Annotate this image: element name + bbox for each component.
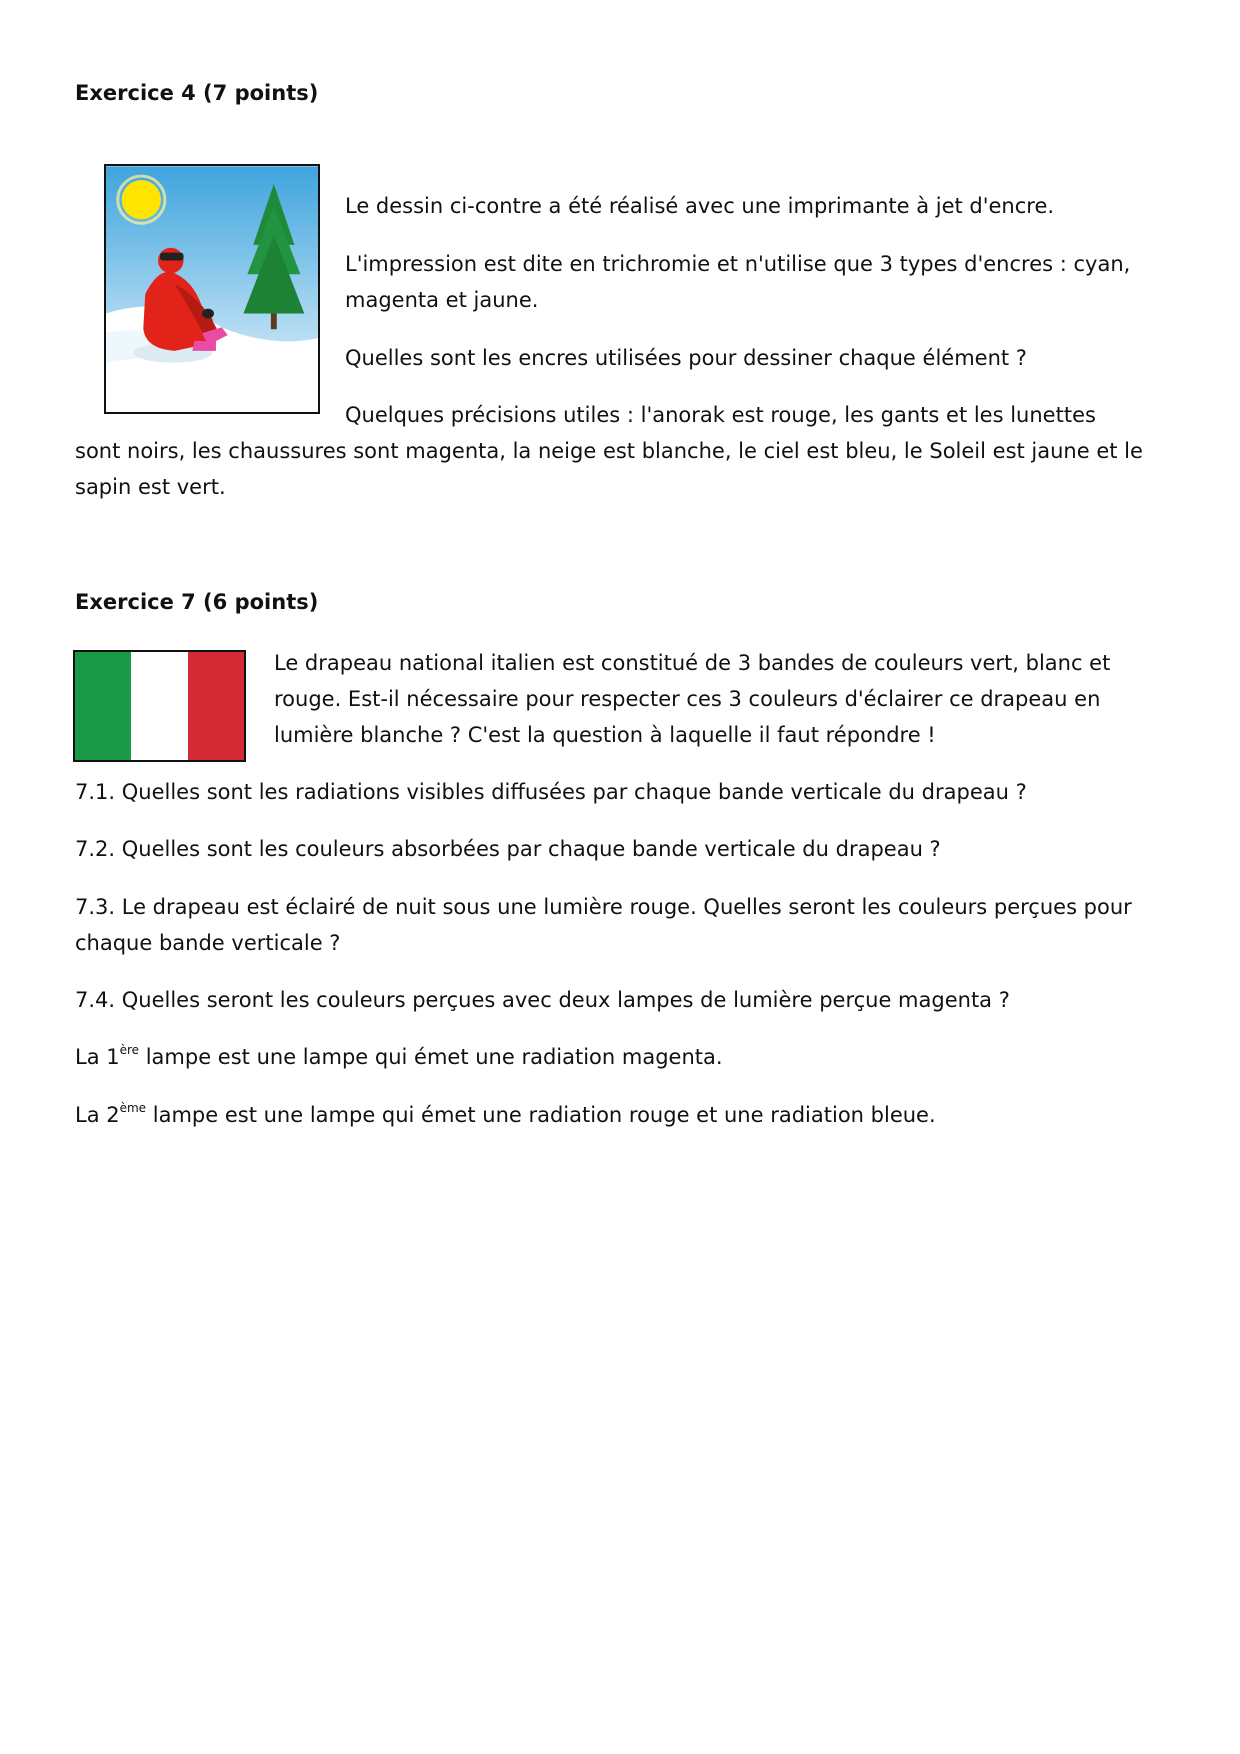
lamp-2-superscript: ème (119, 1101, 147, 1115)
sun-shape (122, 180, 161, 219)
flag-band-green (75, 652, 131, 760)
exercise-4-question: Quelles sont les encres utilisées pour dessiner chaque élément ? (345, 346, 1027, 370)
lamp-1-prefix: La 1 (75, 1045, 120, 1069)
flag-band-red (188, 652, 244, 760)
lamp-1-description (75, 1039, 723, 1075)
exercise-7-intro-line-1: Le drapeau national italien est constitué de 3 bandes de couleurs vert, blanc et (274, 651, 1111, 675)
exercise-7-intro-line-3: lumière blanche ? C'est la question à laquelle il faut répondre ! (274, 723, 936, 747)
question-7-4: 7.4. Quelles seront les couleurs perçues avec deux lampes de lumière perçue magenta ? (75, 988, 1010, 1012)
lamp-1-text: lampe est une lampe qui émet une radiation magenta. (139, 1045, 723, 1069)
question-7-3-line-1: 7.3. Le drapeau est éclairé de nuit sous une lumière rouge. Quelles seront les couleurs perçues pour (75, 895, 1132, 919)
lamp-2-prefix: La 2 (75, 1103, 120, 1127)
exercise-7-title: Exercice 7 (6 points) (75, 590, 319, 614)
exercise-4-paragraph-2-line-2: magenta et jaune. (345, 288, 539, 312)
exercise-4-paragraph-4-line-2: sont noirs, les chaussures sont magenta, la neige est blanche, le ciel est bleu, le Soleil est jaune et le (75, 439, 1143, 463)
ski-scene-image (104, 164, 320, 414)
exercise-7-intro-line-2: rouge. Est-il nécessaire pour respecter ces 3 couleurs d'éclairer ce drapeau en (274, 687, 1101, 711)
question-7-3-line-2: chaque bande verticale ? (75, 931, 341, 955)
exercise-4-paragraph-4-line-3: sapin est vert. (75, 475, 226, 499)
italian-flag (73, 650, 246, 762)
exercise-4-title: Exercice 4 (7 points) (75, 81, 319, 105)
exercise-4-paragraph-4-line-1: Quelques précisions utiles : l'anorak est rouge, les gants et les lunettes (345, 403, 1096, 427)
question-7-1: 7.1. Quelles sont les radiations visibles diffusées par chaque bande verticale du drapeau ? (75, 780, 1027, 804)
question-7-2: 7.2. Quelles sont les couleurs absorbées par chaque bande verticale du drapeau ? (75, 837, 941, 861)
flag-band-white (131, 652, 187, 760)
lamp-2-description (75, 1097, 936, 1133)
lamp-1-superscript: ère (119, 1043, 140, 1057)
exercise-4-paragraph-2-line-1: L'impression est dite en trichromie et n'utilise que 3 types d'encres : cyan, (345, 252, 1131, 276)
lamp-2-text: lampe est une lampe qui émet une radiation rouge et une radiation bleue. (146, 1103, 936, 1127)
exercise-4-paragraph-1: Le dessin ci-contre a été réalisé avec une imprimante à jet d'encre. (345, 194, 1055, 218)
